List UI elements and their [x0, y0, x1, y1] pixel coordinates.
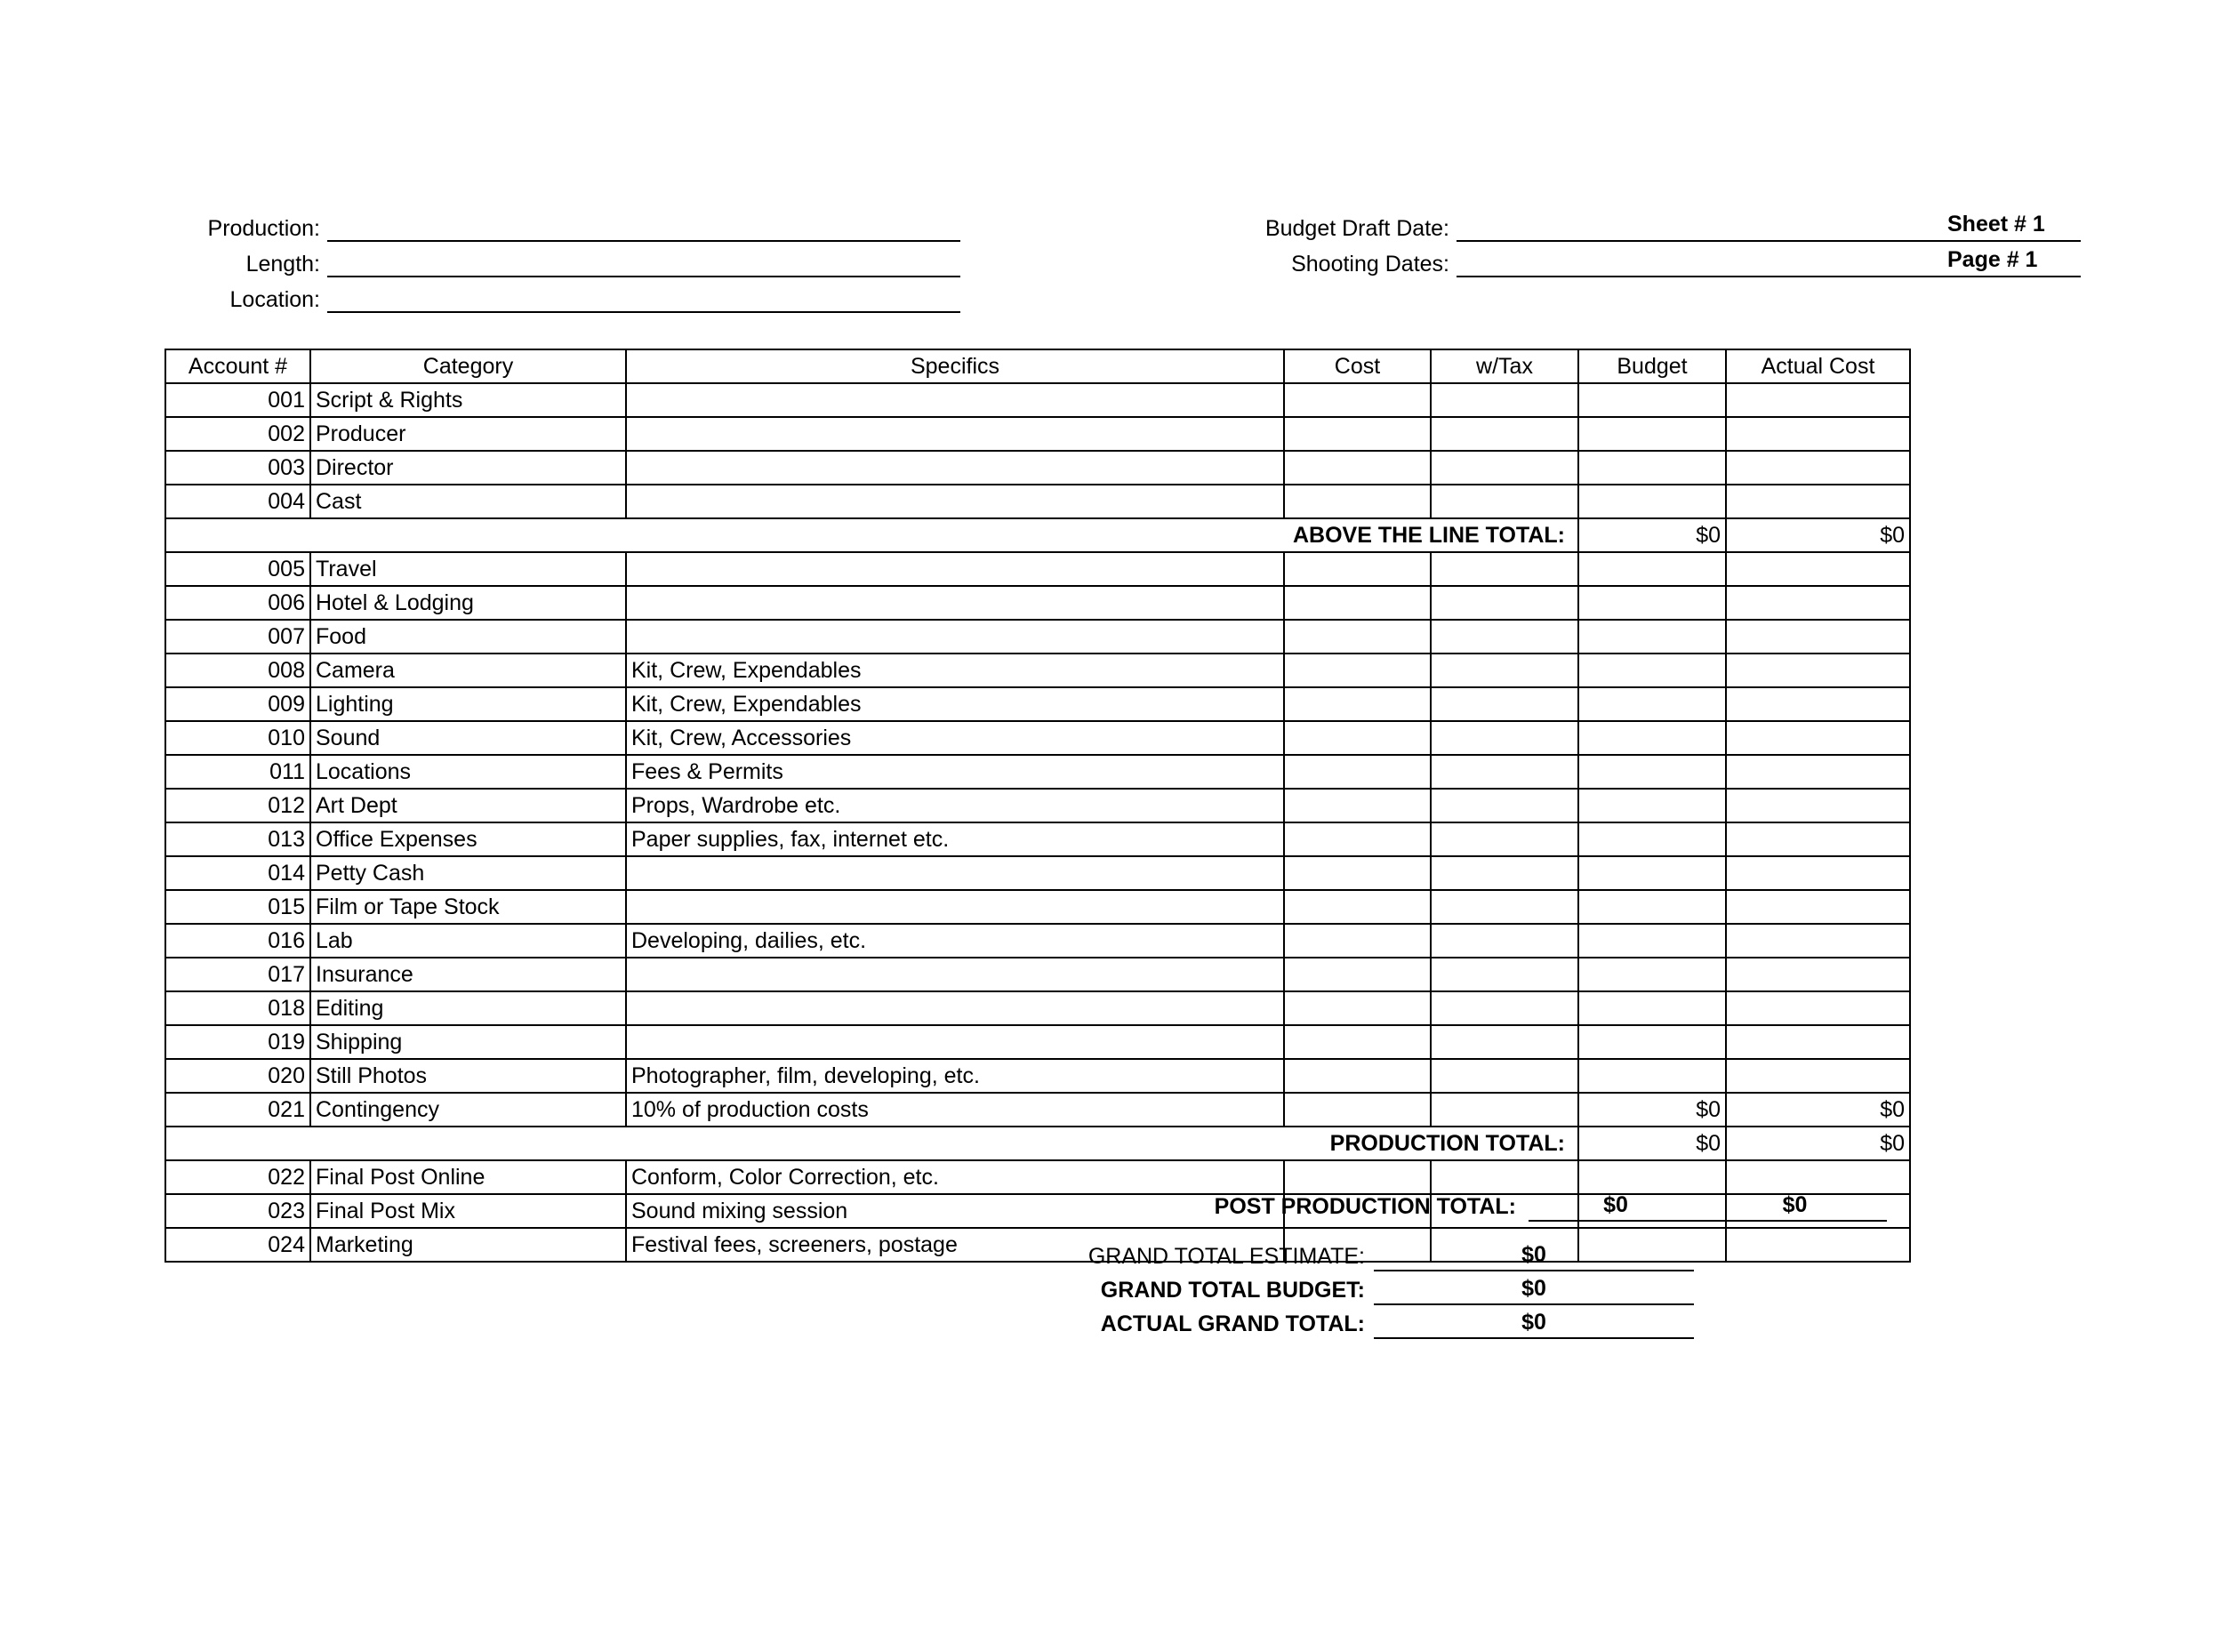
column-header-specifics: Specifics: [626, 349, 1284, 383]
cell-category: Cast: [310, 485, 626, 518]
actual-grand-total-value: $0: [1374, 1308, 1694, 1339]
cell-cost[interactable]: [1284, 822, 1431, 856]
above-the-line-total-actual: $0: [1726, 518, 1910, 552]
cell-budget[interactable]: [1578, 383, 1726, 417]
cell-budget[interactable]: [1578, 451, 1726, 485]
cell-category: Travel: [310, 552, 626, 586]
cell-cost[interactable]: [1284, 924, 1431, 958]
cell-category: Camera: [310, 654, 626, 687]
cell-wtax[interactable]: [1431, 890, 1578, 924]
cell-actual[interactable]: [1726, 755, 1910, 789]
cell-wtax[interactable]: [1431, 1059, 1578, 1093]
cell-specifics[interactable]: Kit, Crew, Expendables: [626, 687, 1284, 721]
cell-category: Art Dept: [310, 789, 626, 822]
cell-actual[interactable]: [1726, 991, 1910, 1025]
cell-account: 018: [165, 991, 310, 1025]
cell-cost[interactable]: [1284, 1093, 1431, 1127]
cell-specifics[interactable]: Fees & Permits: [626, 755, 1284, 789]
cell-specifics[interactable]: Developing, dailies, etc.: [626, 924, 1284, 958]
cell-specifics[interactable]: [626, 552, 1284, 586]
cell-cost[interactable]: [1284, 856, 1431, 890]
cell-wtax[interactable]: [1431, 417, 1578, 451]
cell-specifics[interactable]: Kit, Crew, Expendables: [626, 654, 1284, 687]
cell-category: Shipping: [310, 1025, 626, 1059]
table-row: [165, 485, 1910, 518]
cell-actual[interactable]: [1726, 451, 1910, 485]
cell-budget[interactable]: [1578, 958, 1726, 991]
cell-actual[interactable]: [1726, 958, 1910, 991]
cell-cost[interactable]: [1284, 552, 1431, 586]
table-row: [165, 924, 1910, 958]
cell-actual[interactable]: [1726, 586, 1910, 620]
cell-category: Still Photos: [310, 1059, 626, 1093]
cell-cost[interactable]: [1284, 383, 1431, 417]
cell-category: Office Expenses: [310, 822, 626, 856]
cell-category: Final Post Mix: [310, 1194, 626, 1228]
cell-category: Sound: [310, 721, 626, 755]
column-header-wtax: w/Tax: [1431, 349, 1578, 383]
column-header-actual-cost: Actual Cost: [1726, 349, 1910, 383]
cell-wtax[interactable]: [1431, 958, 1578, 991]
cell-category: Marketing: [310, 1228, 626, 1262]
table-row: [165, 755, 1910, 789]
field-shooting-dates-label: Shooting Dates:: [1291, 252, 1449, 277]
cell-category: Film or Tape Stock: [310, 890, 626, 924]
cell-wtax[interactable]: [1431, 586, 1578, 620]
cell-account: 016: [165, 924, 310, 958]
cell-category: Producer: [310, 417, 626, 451]
cell-budget[interactable]: [1578, 1025, 1726, 1059]
cell-account: 011: [165, 755, 310, 789]
cell-specifics[interactable]: 10% of production costs: [626, 1093, 1284, 1127]
cell-account: 005: [165, 552, 310, 586]
cell-cost[interactable]: [1284, 1025, 1431, 1059]
cell-category: Lab: [310, 924, 626, 958]
cell-account: 009: [165, 687, 310, 721]
cell-actual[interactable]: [1726, 620, 1910, 654]
cell-account: 021: [165, 1093, 310, 1127]
cell-category: Director: [310, 451, 626, 485]
cell-account: 004: [165, 485, 310, 518]
post-production-total-actual: $0: [1703, 1191, 1887, 1222]
cell-specifics[interactable]: [626, 991, 1284, 1025]
cell-budget[interactable]: [1578, 856, 1726, 890]
cell-category: Editing: [310, 991, 626, 1025]
cell-cost[interactable]: [1284, 451, 1431, 485]
cell-category: Hotel & Lodging: [310, 586, 626, 620]
cell-cost[interactable]: [1284, 958, 1431, 991]
cell-account: 001: [165, 383, 310, 417]
cell-actual[interactable]: $0: [1726, 1093, 1910, 1127]
cell-cost[interactable]: [1284, 687, 1431, 721]
sheet-number: Sheet # 1: [1947, 212, 2045, 237]
cell-actual[interactable]: [1726, 856, 1910, 890]
table-row: [165, 552, 1910, 586]
cell-wtax[interactable]: [1431, 687, 1578, 721]
actual-grand-total-label: ACTUAL GRAND TOTAL:: [1100, 1311, 1365, 1336]
cell-budget[interactable]: [1578, 1059, 1726, 1093]
table-row: [165, 620, 1910, 654]
table-row: [165, 958, 1910, 991]
post-production-total-budget: $0: [1529, 1191, 1703, 1222]
table-row: [165, 856, 1910, 890]
grand-total-budget-value: $0: [1374, 1274, 1694, 1305]
budget-table: [165, 349, 1911, 1263]
cell-category: Petty Cash: [310, 856, 626, 890]
cell-cost[interactable]: [1284, 755, 1431, 789]
cell-wtax[interactable]: [1431, 1093, 1578, 1127]
cell-specifics[interactable]: Photographer, film, developing, etc.: [626, 1059, 1284, 1093]
cell-budget[interactable]: [1578, 822, 1726, 856]
cell-account: 012: [165, 789, 310, 822]
cell-specifics[interactable]: Paper supplies, fax, internet etc.: [626, 822, 1284, 856]
cell-specifics[interactable]: [626, 451, 1284, 485]
cell-specifics[interactable]: Sound mixing session: [626, 1194, 1284, 1228]
field-length-input[interactable]: [327, 252, 960, 277]
cell-budget[interactable]: [1578, 417, 1726, 451]
cell-actual[interactable]: [1726, 822, 1910, 856]
cell-wtax[interactable]: [1431, 924, 1578, 958]
above-the-line-total-label: ABOVE THE LINE TOTAL:: [165, 518, 1578, 552]
cell-actual[interactable]: [1726, 552, 1910, 586]
column-header-budget: Budget: [1578, 349, 1726, 383]
column-header-cost: Cost: [1284, 349, 1431, 383]
field-production-input[interactable]: [327, 216, 960, 242]
page-number: Page # 1: [1947, 247, 2038, 272]
field-location-input[interactable]: [327, 287, 960, 313]
cell-wtax[interactable]: [1431, 383, 1578, 417]
cell-account: 015: [165, 890, 310, 924]
cell-specifics[interactable]: [626, 856, 1284, 890]
cell-actual[interactable]: [1726, 789, 1910, 822]
column-header-category: Category: [310, 349, 626, 383]
production-total-actual: $0: [1726, 1127, 1910, 1160]
cell-actual[interactable]: [1726, 687, 1910, 721]
grand-total-estimate-value: $0: [1374, 1240, 1694, 1271]
grand-total-estimate-label: GRAND TOTAL ESTIMATE:: [1087, 1244, 1365, 1269]
table-row: [165, 586, 1910, 620]
cell-category: Script & Rights: [310, 383, 626, 417]
cell-cost[interactable]: [1284, 1059, 1431, 1093]
table-row: [165, 721, 1910, 755]
cell-account: 007: [165, 620, 310, 654]
table-header-row: [165, 349, 1910, 383]
post-production-total-row: [1147, 1188, 1912, 1222]
cell-account: 019: [165, 1025, 310, 1059]
cell-account: 006: [165, 586, 310, 620]
table-row: [165, 991, 1910, 1025]
table-row: [165, 383, 1910, 417]
table-row: [165, 890, 1910, 924]
field-length-label: Length:: [245, 252, 320, 277]
cell-specifics[interactable]: [626, 1025, 1284, 1059]
cell-wtax[interactable]: [1431, 620, 1578, 654]
table-row: [165, 1093, 1910, 1127]
production-total-budget: $0: [1578, 1127, 1726, 1160]
cell-account: 014: [165, 856, 310, 890]
cell-wtax[interactable]: [1431, 856, 1578, 890]
field-location-label: Location:: [229, 287, 320, 312]
cell-actual[interactable]: [1726, 1059, 1910, 1093]
cell-category: Contingency: [310, 1093, 626, 1127]
cell-account: 008: [165, 654, 310, 687]
cell-account: 010: [165, 721, 310, 755]
cell-actual[interactable]: [1726, 721, 1910, 755]
cell-specifics[interactable]: Conform, Color Correction, etc.: [626, 1160, 1284, 1194]
cell-specifics[interactable]: [626, 485, 1284, 518]
cell-cost[interactable]: [1284, 890, 1431, 924]
cell-specifics[interactable]: [626, 620, 1284, 654]
cell-cost[interactable]: [1284, 620, 1431, 654]
cell-account: 024: [165, 1228, 310, 1262]
cell-actual[interactable]: [1726, 417, 1910, 451]
table-row: [165, 789, 1910, 822]
cell-specifics[interactable]: [626, 383, 1284, 417]
table-row: [165, 654, 1910, 687]
cell-wtax[interactable]: [1431, 822, 1578, 856]
grand-total-budget-label: GRAND TOTAL BUDGET:: [1100, 1278, 1365, 1303]
cell-wtax[interactable]: [1431, 1025, 1578, 1059]
cell-cost[interactable]: [1284, 485, 1431, 518]
table-row: [165, 1025, 1910, 1059]
cell-specifics[interactable]: Kit, Crew, Accessories: [626, 721, 1284, 755]
cell-wtax[interactable]: [1431, 451, 1578, 485]
cell-budget[interactable]: [1578, 721, 1726, 755]
cell-account: 017: [165, 958, 310, 991]
field-production: [160, 206, 960, 242]
cell-cost[interactable]: [1284, 721, 1431, 755]
cell-category: Lighting: [310, 687, 626, 721]
cell-budget[interactable]: [1578, 552, 1726, 586]
cell-actual[interactable]: [1726, 654, 1910, 687]
field-production-label: Production:: [207, 216, 320, 241]
cell-specifics[interactable]: [626, 586, 1284, 620]
table-row: [165, 451, 1910, 485]
cell-actual[interactable]: [1726, 1025, 1910, 1059]
cell-actual[interactable]: [1726, 485, 1910, 518]
cell-category: Final Post Online: [310, 1160, 626, 1194]
cell-account: 023: [165, 1194, 310, 1228]
cell-budget[interactable]: $0: [1578, 1093, 1726, 1127]
cell-category: Locations: [310, 755, 626, 789]
field-budget-draft-date-label: Budget Draft Date:: [1264, 216, 1449, 241]
column-header-account: Account #: [165, 349, 310, 383]
cell-budget[interactable]: [1578, 485, 1726, 518]
cell-budget[interactable]: [1578, 687, 1726, 721]
production-total-row: [165, 1127, 1910, 1160]
cell-wtax[interactable]: [1431, 485, 1578, 518]
cell-cost[interactable]: [1284, 417, 1431, 451]
cell-budget[interactable]: [1578, 789, 1726, 822]
table-row: [165, 1059, 1910, 1093]
cell-cost[interactable]: [1284, 991, 1431, 1025]
production-total-label: PRODUCTION TOTAL:: [165, 1127, 1578, 1160]
document-header: [160, 206, 2081, 313]
cell-specifics[interactable]: [626, 958, 1284, 991]
cell-wtax[interactable]: [1431, 755, 1578, 789]
cell-account: 003: [165, 451, 310, 485]
header-left-fields: [160, 206, 960, 313]
actual-grand-total-row: [978, 1305, 1912, 1339]
cell-wtax[interactable]: [1431, 552, 1578, 586]
cell-category: Insurance: [310, 958, 626, 991]
cell-cost[interactable]: [1284, 586, 1431, 620]
cell-cost[interactable]: [1284, 654, 1431, 687]
table-row: [165, 417, 1910, 451]
cell-specifics[interactable]: [626, 890, 1284, 924]
cell-budget[interactable]: [1578, 654, 1726, 687]
cell-wtax[interactable]: [1431, 991, 1578, 1025]
cell-wtax[interactable]: [1431, 721, 1578, 755]
cell-actual[interactable]: [1726, 890, 1910, 924]
cell-account: 013: [165, 822, 310, 856]
table-row: [165, 822, 1910, 856]
cell-budget[interactable]: [1578, 924, 1726, 958]
field-length: [160, 242, 960, 277]
cell-budget[interactable]: [1578, 991, 1726, 1025]
cell-account: 022: [165, 1160, 310, 1194]
cell-budget[interactable]: [1578, 890, 1726, 924]
cell-specifics[interactable]: [626, 417, 1284, 451]
table-row: [165, 687, 1910, 721]
cell-specifics[interactable]: Festival fees, screeners, postage: [626, 1228, 1284, 1262]
cell-specifics[interactable]: Props, Wardrobe etc.: [626, 789, 1284, 822]
cell-wtax[interactable]: [1431, 654, 1578, 687]
cell-budget[interactable]: [1578, 620, 1726, 654]
grand-total-budget-row: [978, 1271, 1912, 1305]
cell-account: 002: [165, 417, 310, 451]
cell-wtax[interactable]: [1431, 789, 1578, 822]
cell-budget[interactable]: [1578, 586, 1726, 620]
cell-budget[interactable]: [1578, 755, 1726, 789]
cell-account: 020: [165, 1059, 310, 1093]
cell-actual[interactable]: [1726, 924, 1910, 958]
cell-cost[interactable]: [1284, 789, 1431, 822]
cell-actual[interactable]: [1726, 383, 1910, 417]
post-production-total-label: POST PRODUCTION TOTAL:: [1214, 1194, 1516, 1219]
above-the-line-total-budget: $0: [1578, 518, 1726, 552]
above-the-line-total-row: [165, 518, 1910, 552]
grand-totals: [978, 1238, 1912, 1339]
grand-total-estimate-row: [978, 1238, 1912, 1271]
cell-category: Food: [310, 620, 626, 654]
field-location: [160, 277, 960, 313]
